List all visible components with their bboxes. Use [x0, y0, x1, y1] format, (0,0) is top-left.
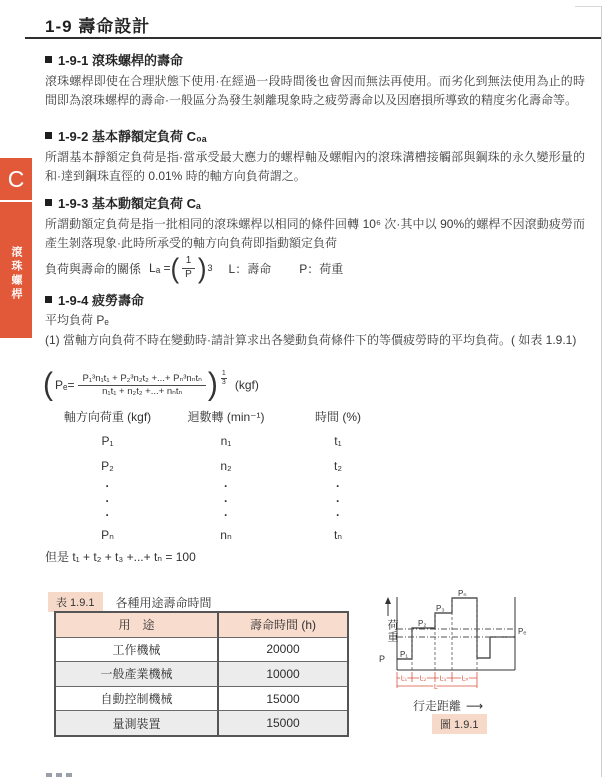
- chapter-letter: C: [0, 158, 32, 202]
- average-load-line: 平均負荷 Pₑ: [45, 313, 109, 327]
- page-number-cropped: [46, 773, 76, 777]
- life-hours-table: [54, 611, 349, 737]
- ellipsis-dot: ·: [224, 493, 228, 508]
- pn-label: Pₙ: [458, 589, 467, 598]
- formula-unit: (kgf): [234, 378, 259, 392]
- l-total-label: L: [434, 683, 438, 691]
- section-heading-text: 1-9-2 基本靜額定負荷 C₀ₐ: [58, 129, 207, 144]
- column-header: 軸方向荷重 (kgf): [63, 409, 152, 424]
- l3-label: L₃: [439, 675, 447, 683]
- p1-label: P₁: [400, 650, 409, 659]
- section-bullet-icon: [45, 199, 52, 206]
- section-heading-193: [45, 193, 201, 212]
- p2-label: P₂: [418, 619, 427, 628]
- section-body-194: (1) 當軸方向負荷不時在變動時·請計算求出各變動負荷條件下的等價疲勞時的平均負荷。( 如表 1.9.1): [45, 333, 577, 347]
- table-cell-use: 一般產業機械: [56, 662, 219, 687]
- formula-lhs: Pₑ=: [55, 378, 75, 392]
- l2-label: L₂: [419, 675, 427, 683]
- column-header: 迴數轉 (min⁻¹): [187, 409, 265, 424]
- fraction-numerator: P₁³n₁t₁ + P₂³n₂t₂ +...+ Pₙ³nₙtₙ: [78, 373, 205, 386]
- ellipsis-dot: ·: [105, 493, 110, 508]
- fatigue-condition-table: [45, 404, 394, 548]
- title-underline: [25, 37, 601, 39]
- exponent-3: 3: [207, 263, 213, 273]
- fraction-1-over-p: $\frac{1}{P}$: [181, 255, 196, 281]
- time-sum-note: 但是 t₁ + t₂ + t₃ +...+ tₙ = 100: [45, 550, 196, 564]
- table-cell: n₂: [220, 458, 232, 473]
- figure-tag: 圖 1.9.1: [432, 714, 487, 734]
- ellipsis-dot: ·: [336, 493, 340, 508]
- section-bullet-icon: [45, 132, 52, 139]
- right-arrow-icon: ⟶: [466, 698, 484, 713]
- section-heading-text: 1-9-1 滾珠螺桿的壽命: [58, 53, 183, 68]
- right-paren: ): [207, 367, 218, 402]
- formula-prefix: 負荷與壽命的關係: [45, 261, 142, 276]
- table-cell-use: 工作機械: [56, 638, 219, 663]
- table-cell: tₙ: [333, 528, 343, 542]
- table-cell-use: 自動控制機械: [56, 687, 219, 712]
- section-heading-194: [45, 290, 144, 309]
- table-cell-hours: 15000: [219, 711, 347, 735]
- section-body-192: 所謂基本靜額定負荷是指·當承受最大應力的螺桿軸及螺帽內的滾珠溝槽接觸部與鋼珠的永久變形量的和·達到鋼珠直徑的 0.01% 時的軸方向負荷謂之。: [45, 150, 585, 184]
- fraction-denominator: n₁t₁ + n₂t₂ +...+ nₙtₙ: [102, 385, 183, 397]
- table-cell-hours: 10000: [219, 662, 347, 687]
- table-tag: 表 1.9.1: [48, 592, 103, 612]
- left-paren: (: [170, 252, 180, 284]
- table-cell: t₂: [334, 458, 342, 473]
- page-edge-corner: [575, 6, 602, 7]
- section-heading-text: 1-9-4 疲勞壽命: [58, 293, 144, 308]
- table-caption-row: [48, 592, 212, 612]
- formula-lhs: Lₐ =: [149, 261, 171, 275]
- table-cell-hours: 15000: [219, 687, 347, 712]
- section-bullet-icon: [45, 296, 52, 303]
- page-edge-line: [601, 6, 602, 777]
- left-paren: (: [43, 367, 53, 402]
- table-caption: 各種用途壽命時間: [115, 595, 212, 610]
- ellipsis-dot: ·: [105, 478, 110, 493]
- average-load-formula: [43, 368, 259, 402]
- ellipsis-dot: ·: [224, 508, 228, 522]
- exponent-one-third: 1 3: [221, 369, 226, 386]
- table-cell: nₙ: [220, 528, 232, 542]
- up-arrow-icon: [385, 597, 391, 604]
- table-cell: t₁: [334, 433, 342, 448]
- p3-label: P₃: [436, 604, 445, 613]
- table-cell-hours: 20000: [219, 638, 347, 663]
- legend-load: P：荷重: [299, 261, 344, 276]
- ellipsis-dot: ·: [336, 508, 340, 522]
- figure-x-axis-label: 行走距離 ⟶: [413, 698, 484, 713]
- axis-origin-label: P: [379, 654, 386, 664]
- ellipsis-dot: ·: [336, 478, 340, 493]
- life-relation-formula: [45, 253, 343, 283]
- pe-label: Pₑ: [518, 627, 527, 636]
- page-title: 1-9 壽命設計: [45, 17, 151, 36]
- table-cell: Pₙ: [101, 528, 114, 542]
- right-paren: ): [197, 252, 207, 284]
- section-body-191: 滾珠螺桿即使在合理狀態下使用·在經過一段時間後也會因而無法再使用。而劣化到無法使用為止的時間即為滾珠螺桿的壽命·一般區分為發生剝離現象時之疲勞壽命以及因磨損所導致的精度劣化壽命等。: [45, 74, 585, 108]
- load-fraction: [78, 373, 205, 398]
- legend-life: L：壽命: [228, 261, 272, 276]
- section-heading-191: [45, 50, 183, 69]
- section-heading-192: [45, 126, 207, 145]
- column-header: 時間 (%): [315, 409, 361, 424]
- table-cell-use: 量測裝置: [56, 711, 219, 735]
- l1-label: L₁: [400, 675, 408, 683]
- section-heading-text: 1-9-3 基本動額定負荷 Cₐ: [58, 196, 201, 211]
- section-bullet-icon: [45, 56, 52, 63]
- ln-label: Lₙ: [461, 675, 469, 683]
- chapter-label: 滾珠螺桿: [10, 246, 22, 302]
- figure-y-axis-label: 荷重: [386, 619, 398, 643]
- chapter-tab[interactable]: [0, 158, 32, 338]
- column-header-hours: 壽命時間 (h): [219, 613, 347, 638]
- ellipsis-dot: ·: [105, 508, 110, 522]
- table-cell: P₂: [101, 458, 114, 473]
- ellipsis-dot: ·: [224, 478, 228, 493]
- table-cell: P₁: [101, 433, 114, 448]
- table-cell: n₁: [220, 433, 232, 448]
- section-body-193: 所謂動額定負荷是指一批相同的滾珠螺桿以相同的條件回轉 10⁶ 次·其中以 90%的螺桿不因滾動疲勞而產生剝落現象·此時所承受的軸方向負荷即指動額定負荷: [45, 217, 585, 251]
- column-header-use: 用 途: [56, 613, 219, 638]
